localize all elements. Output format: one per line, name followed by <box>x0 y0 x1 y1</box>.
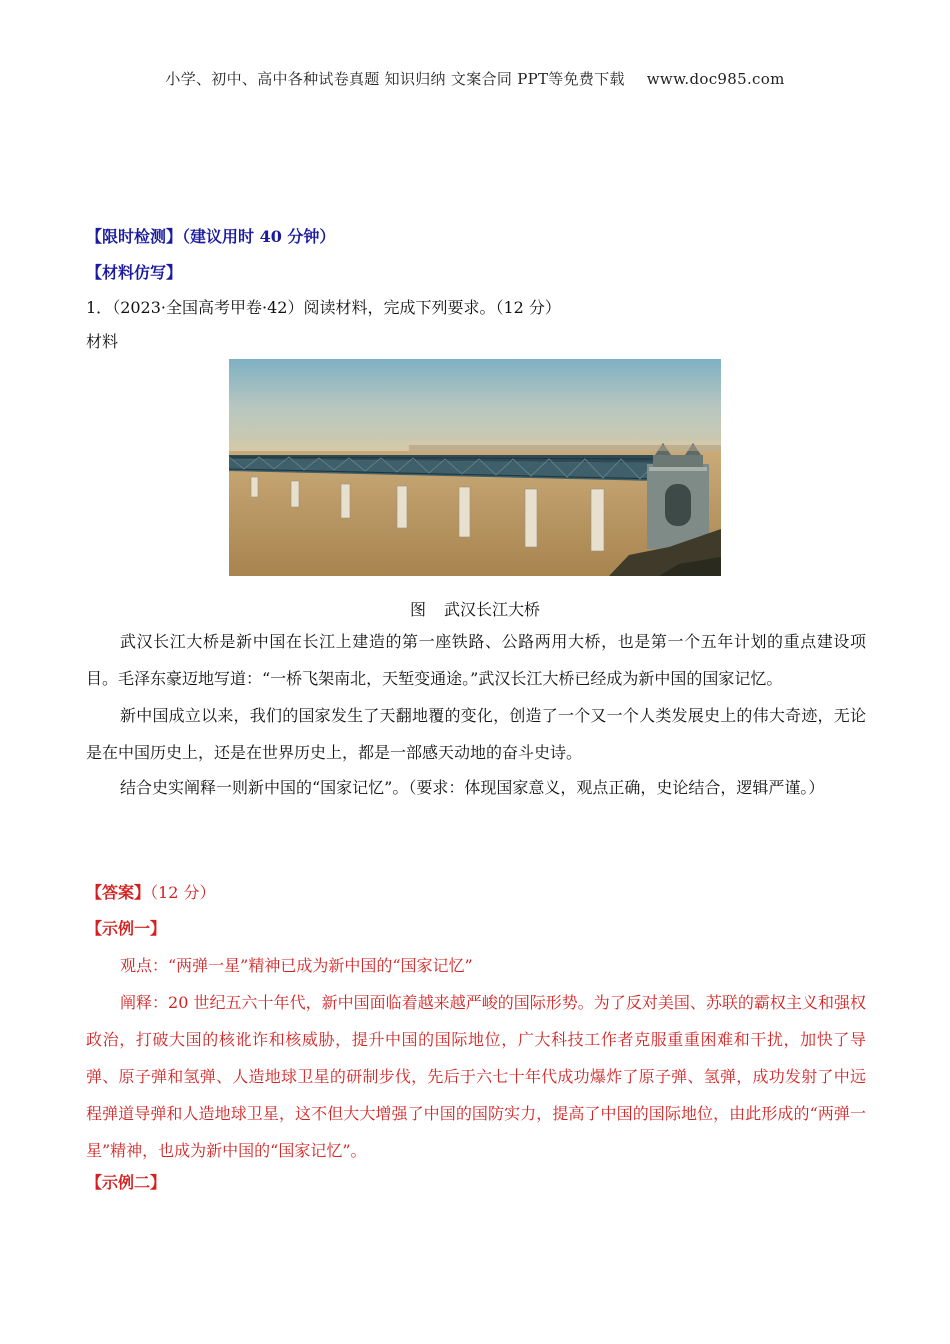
timed-test-heading: 【限时检测】（建议用时 40 分钟） <box>86 227 336 246</box>
answer-score: （12 分） <box>150 883 216 902</box>
question-number: 1． <box>86 298 113 317</box>
material-paragraph-2: 新中国成立以来，我们的国家发生了天翻地覆的变化，创造了一个又一个人类发展史上的伟大奇迹，无论是在中国历史上，还是在世界历史上，都是一部感天动地的奋斗史诗。 <box>86 706 866 762</box>
answer-label: 【答案】 <box>86 883 151 902</box>
material-label: 材料 <box>86 332 119 351</box>
page-header <box>0 68 950 89</box>
material-imitation-heading: 【材料仿写】 <box>86 263 183 282</box>
example-1-viewpoint: 观点：“两弹一星”精神已成为新中国的“国家记忆” <box>120 956 473 975</box>
question-source: （2023·全国高考甲卷·42）阅读材料，完成下列要求。（12 分） <box>112 298 561 317</box>
header-url[interactable]: www.doc985.com <box>646 70 785 88</box>
header-text: 小学、初中、高中各种试卷真题 知识归纳 文案合同 PPT等免费下载 <box>165 70 625 88</box>
question-line <box>86 295 561 318</box>
example-2-label: 【示例二】 <box>86 1173 167 1192</box>
answer-line <box>86 880 215 903</box>
bridge-photo <box>229 359 721 576</box>
example-1-explanation: 阐释：20 世纪五六十年代，新中国面临着越来越严峻的国际形势。为了反对美国、苏联的霸权主义和强权政治，打破大国的核讹诈和核威胁，提升中国的国际地位，广大科技工作者克服重重困难和干扰，加快了导弹、原子弹和氢弹、人造地球卫星的研制步伐，先后于六七十年代成功爆炸了原子弹、氢弹，成功发射了中远程弹道导弹和人造地球卫星，这不但大大增强了中国的国防实力，提高了中国的国际地位，由此形成的“两弹一星”精神，也成为新中国的“国家记忆”。 <box>86 993 866 1160</box>
figure-caption <box>0 597 950 620</box>
material-paragraph-1: 武汉长江大桥是新中国在长江上建造的第一座铁路、公路两用大桥，也是第一个五年计划的重点建设项目。毛泽东豪迈地写道：“一桥飞架南北，天堑变通途。”武汉长江大桥已经成为新中国的国家记忆。 <box>86 632 866 688</box>
question-requirement: 结合史实阐释一则新中国的“国家记忆”。（要求：体现国家意义，观点正确，史论结合，逻辑严谨。） <box>120 778 825 797</box>
example-1-label: 【示例一】 <box>86 919 167 938</box>
figure-label: 图 <box>409 600 426 619</box>
figure-caption-text: 武汉长江大桥 <box>444 600 541 619</box>
